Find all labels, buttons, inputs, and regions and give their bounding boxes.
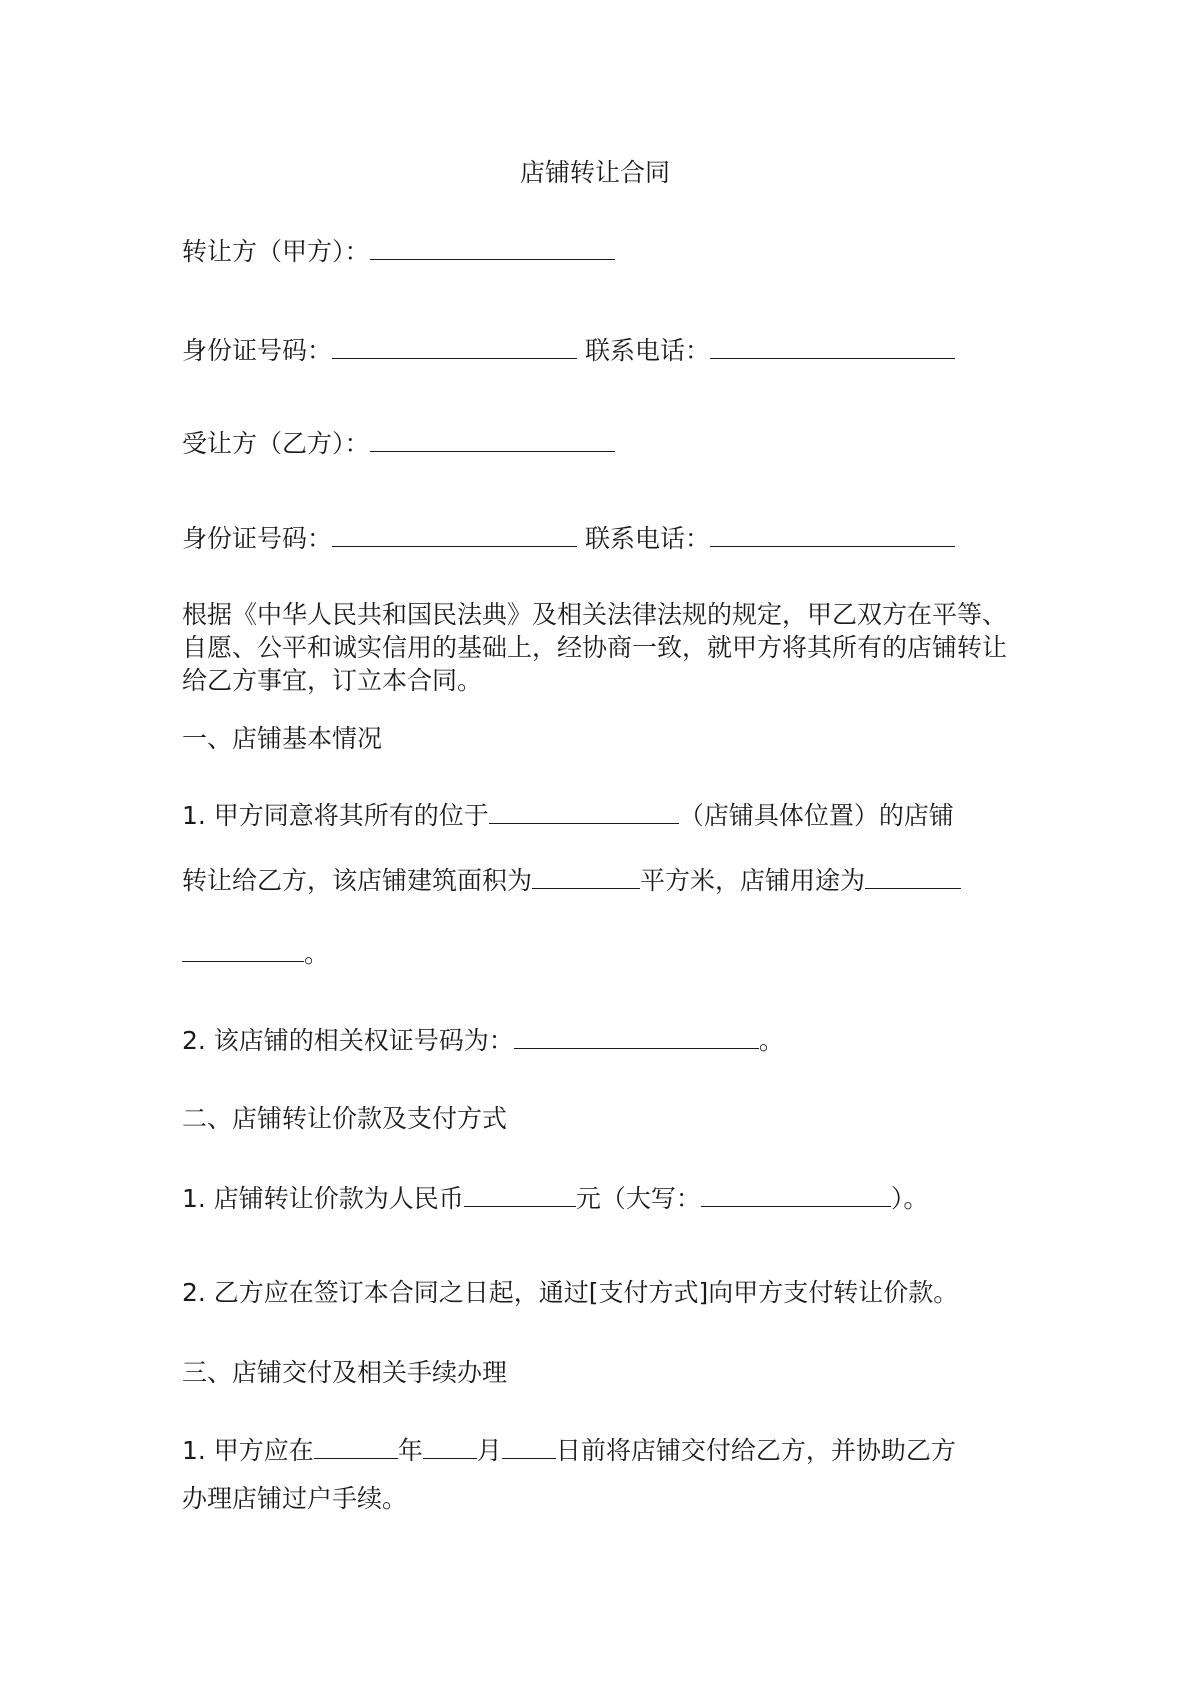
- section2-item2-line: 2. 乙方应在签订本合同之日起，通过[支付方式]向甲方支付转让价款。: [182, 1278, 959, 1307]
- section1-item1-line3: [182, 935, 329, 971]
- title-deed-number-blank[interactable]: [514, 1022, 759, 1049]
- section3-item1-text-a: 1. 甲方应在: [182, 1436, 314, 1465]
- party-b-line: [182, 425, 615, 461]
- party-a-id-blank[interactable]: [332, 332, 577, 359]
- price-uppercase-blank[interactable]: [701, 1180, 891, 1207]
- price-amount-blank[interactable]: [464, 1180, 576, 1207]
- party-b-id-blank[interactable]: [332, 520, 577, 547]
- section3-item1-text-c: 月: [476, 1436, 502, 1465]
- delivery-day-blank[interactable]: [502, 1432, 556, 1459]
- party-b-id-line: [182, 520, 955, 556]
- section2-item1-line: [182, 1180, 928, 1216]
- party-b-phone-label: 联系电话：: [584, 524, 710, 553]
- section3-item1-text-d: 日前将店铺交付给乙方，并协助乙方: [555, 1436, 956, 1465]
- section3-item1-line2: 办理店铺过户手续。: [182, 1484, 408, 1513]
- section1-item1-text-a: 1. 甲方同意将其所有的位于: [182, 801, 489, 830]
- section2-item1-text-b: 元（大写：: [575, 1184, 701, 1213]
- party-a-line: [182, 233, 615, 269]
- document-title: 店铺转让合同: [519, 158, 670, 187]
- section1-item2-text-b: 。: [758, 1026, 784, 1055]
- section3-heading: 三、店铺交付及相关手续办理: [182, 1358, 508, 1387]
- section2-item1-text-c: ）。: [890, 1184, 929, 1213]
- section2-heading: 二、店铺转让价款及支付方式: [182, 1104, 508, 1133]
- party-a-phone-label: 联系电话：: [584, 336, 710, 365]
- party-a-label: 转让方（甲方）：: [182, 237, 370, 266]
- section1-item1-text-b: （店铺具体位置）的店铺: [678, 801, 954, 830]
- party-b-label: 受让方（乙方）：: [182, 429, 370, 458]
- party-a-name-blank[interactable]: [370, 233, 615, 260]
- shop-use-blank-continued[interactable]: [182, 935, 304, 962]
- section3-item1-line1: [182, 1432, 956, 1468]
- party-b-id-label: 身份证号码：: [182, 524, 333, 553]
- party-a-phone-blank[interactable]: [710, 332, 955, 359]
- shop-area-blank[interactable]: [532, 862, 640, 889]
- section1-item1-line2: [182, 862, 961, 898]
- section2-item1-text-a: 1. 店铺转让价款为人民币: [182, 1184, 464, 1213]
- delivery-month-blank[interactable]: [423, 1432, 477, 1459]
- section1-heading: 一、店铺基本情况: [182, 724, 383, 753]
- section1-item1-text-e: 。: [304, 939, 330, 968]
- party-b-phone-blank[interactable]: [710, 520, 955, 547]
- section1-item2-text-a: 2. 该店铺的相关权证号码为：: [182, 1026, 514, 1055]
- section1-item1-text-d: 平方米，店铺用途为: [640, 866, 866, 895]
- shop-location-blank[interactable]: [489, 797, 679, 824]
- party-a-id-line: [182, 332, 955, 368]
- delivery-year-blank[interactable]: [314, 1432, 398, 1459]
- party-a-id-label: 身份证号码：: [182, 336, 333, 365]
- shop-use-blank[interactable]: [865, 862, 961, 889]
- section1-item1-line1: [182, 797, 954, 833]
- party-b-name-blank[interactable]: [370, 425, 615, 452]
- section1-item2-line: [182, 1022, 784, 1058]
- section1-item1-text-c: 转让给乙方，该店铺建筑面积为: [182, 866, 533, 895]
- preamble-paragraph: 根据《中华人民共和国民法典》及相关法律法规的规定，甲乙双方在平等、自愿、公平和诚实信用的基础上，经协商一致，就甲方将其所有的店铺转让给乙方事宜，订立本合同。: [182, 600, 1008, 695]
- section3-item1-text-b: 年: [397, 1436, 423, 1465]
